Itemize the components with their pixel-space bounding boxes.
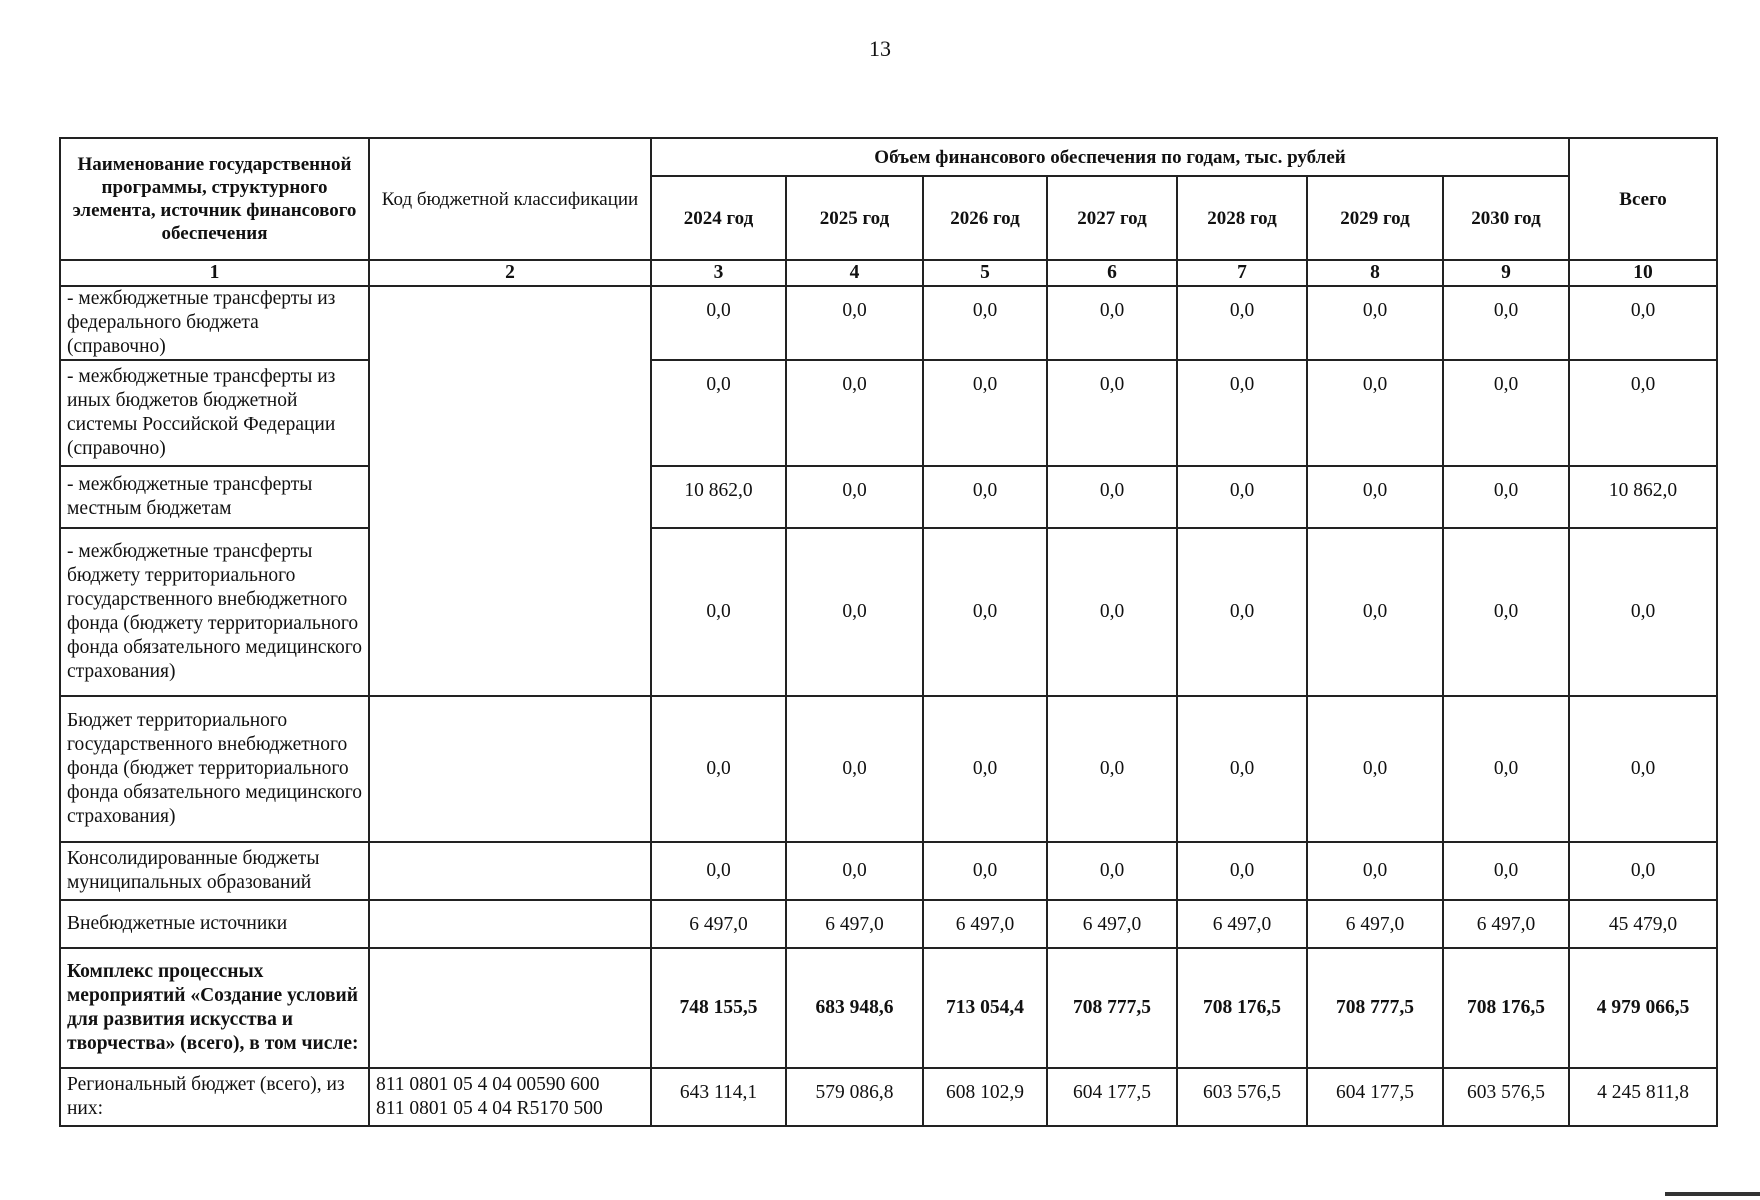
header-year: 2025 год xyxy=(786,176,923,260)
row-year-value: 643 114,1 xyxy=(651,1068,786,1126)
row-year-value: 0,0 xyxy=(1047,286,1177,360)
row-year-value: 10 862,0 xyxy=(651,466,786,528)
row-total: 45 479,0 xyxy=(1569,900,1717,948)
row-budget-code xyxy=(369,696,651,842)
row-year-value: 713 054,4 xyxy=(923,948,1047,1068)
row-year-value: 0,0 xyxy=(1443,360,1569,466)
row-year-value: 0,0 xyxy=(1307,696,1443,842)
row-year-value: 0,0 xyxy=(1177,360,1307,466)
row-year-value: 0,0 xyxy=(1307,528,1443,696)
column-number: 5 xyxy=(923,260,1047,286)
row-name: Консолидированные бюджеты муниципальных образований xyxy=(60,842,369,900)
row-year-value: 608 102,9 xyxy=(923,1068,1047,1126)
row-total: 0,0 xyxy=(1569,286,1717,360)
table-row xyxy=(60,528,1717,696)
column-number: 1 xyxy=(60,260,369,286)
table-row xyxy=(60,286,1717,360)
table-row xyxy=(60,900,1717,948)
header-name-col: Наименование государственной программы, структурного элемента, источник финансового обеспечения xyxy=(60,138,369,260)
column-number: 8 xyxy=(1307,260,1443,286)
row-budget-code xyxy=(369,360,651,466)
row-budget-code xyxy=(369,286,651,360)
column-number: 6 xyxy=(1047,260,1177,286)
row-year-value: 708 777,5 xyxy=(1047,948,1177,1068)
row-year-value: 708 176,5 xyxy=(1177,948,1307,1068)
row-year-value: 604 177,5 xyxy=(1047,1068,1177,1126)
row-total: 0,0 xyxy=(1569,528,1717,696)
column-number-row xyxy=(60,260,1717,286)
row-total: 0,0 xyxy=(1569,360,1717,466)
table-row xyxy=(60,696,1717,842)
column-number: 4 xyxy=(786,260,923,286)
row-budget-code xyxy=(369,466,651,528)
row-year-value: 0,0 xyxy=(651,286,786,360)
header-volume-group: Объем финансового обеспечения по годам, тыс. рублей xyxy=(651,138,1569,176)
row-budget-code xyxy=(369,528,651,696)
column-number: 10 xyxy=(1569,260,1717,286)
page-number: 13 xyxy=(869,36,891,61)
row-year-value: 0,0 xyxy=(1443,286,1569,360)
header-year: 2027 год xyxy=(1047,176,1177,260)
row-year-value: 6 497,0 xyxy=(1177,900,1307,948)
row-year-value: 683 948,6 xyxy=(786,948,923,1068)
row-year-value: 708 176,5 xyxy=(1443,948,1569,1068)
row-year-value: 0,0 xyxy=(1443,466,1569,528)
row-year-value: 0,0 xyxy=(1047,466,1177,528)
row-year-value: 0,0 xyxy=(786,528,923,696)
header-total-col: Всего xyxy=(1569,138,1717,260)
row-year-value: 0,0 xyxy=(1307,360,1443,466)
row-name: Бюджет территориального государственного внебюджетного фонда (бюджет территориального фонда обязательного медицинского страхования) xyxy=(60,696,369,842)
row-year-value: 0,0 xyxy=(786,842,923,900)
column-number: 9 xyxy=(1443,260,1569,286)
row-year-value: 604 177,5 xyxy=(1307,1068,1443,1126)
row-total: 0,0 xyxy=(1569,842,1717,900)
header-year: 2026 год xyxy=(923,176,1047,260)
row-name: - межбюджетные трансферты местным бюджетам xyxy=(60,466,369,528)
row-year-value: 0,0 xyxy=(1047,842,1177,900)
row-year-value: 0,0 xyxy=(1443,696,1569,842)
row-year-value: 0,0 xyxy=(923,696,1047,842)
row-year-value: 0,0 xyxy=(1177,696,1307,842)
row-year-value: 0,0 xyxy=(1177,842,1307,900)
row-year-value: 0,0 xyxy=(786,286,923,360)
row-year-value: 603 576,5 xyxy=(1177,1068,1307,1126)
row-year-value: 708 777,5 xyxy=(1307,948,1443,1068)
row-year-value: 0,0 xyxy=(923,842,1047,900)
row-year-value: 579 086,8 xyxy=(786,1068,923,1126)
row-year-value: 0,0 xyxy=(923,360,1047,466)
row-year-value: 0,0 xyxy=(651,360,786,466)
row-year-value: 0,0 xyxy=(786,360,923,466)
row-total: 10 862,0 xyxy=(1569,466,1717,528)
row-year-value: 603 576,5 xyxy=(1443,1068,1569,1126)
row-year-value: 0,0 xyxy=(1307,466,1443,528)
row-budget-code xyxy=(369,842,651,900)
row-total: 0,0 xyxy=(1569,696,1717,842)
header-year: 2024 год xyxy=(651,176,786,260)
row-name: - межбюджетные трансферты из федерального бюджета (справочно) xyxy=(60,286,369,360)
table-row xyxy=(60,1068,1717,1126)
table-row xyxy=(60,842,1717,900)
table-row xyxy=(60,466,1717,528)
row-year-value: 6 497,0 xyxy=(1443,900,1569,948)
row-year-value: 0,0 xyxy=(1177,466,1307,528)
column-number: 7 xyxy=(1177,260,1307,286)
column-number: 3 xyxy=(651,260,786,286)
row-year-value: 6 497,0 xyxy=(786,900,923,948)
row-name: - межбюджетные трансферты бюджету территориального государственного внебюджетного фонда (бюджету территориального фонда обязательного медицинского страхования) xyxy=(60,528,369,696)
financing-table xyxy=(59,137,1718,1127)
row-year-value: 6 497,0 xyxy=(923,900,1047,948)
row-year-value: 0,0 xyxy=(651,528,786,696)
header-year: 2030 год xyxy=(1443,176,1569,260)
row-name: - межбюджетные трансферты из иных бюджетов бюджетной системы Российской Федерации (справочно) xyxy=(60,360,369,466)
row-name: Региональный бюджет (всего), из них: xyxy=(60,1068,369,1126)
row-name: Внебюджетные источники xyxy=(60,900,369,948)
row-year-value: 0,0 xyxy=(1177,528,1307,696)
row-budget-code: 811 0801 05 4 04 00590 600 811 0801 05 4 04 R5170 500 xyxy=(369,1068,651,1126)
row-year-value: 0,0 xyxy=(1047,696,1177,842)
row-year-value: 0,0 xyxy=(786,696,923,842)
row-year-value: 0,0 xyxy=(923,528,1047,696)
row-year-value: 0,0 xyxy=(786,466,923,528)
header-code-col: Код бюджетной классификации xyxy=(369,138,651,260)
row-year-value: 0,0 xyxy=(1177,286,1307,360)
row-budget-code xyxy=(369,948,651,1068)
row-total: 4 979 066,5 xyxy=(1569,948,1717,1068)
page-edge-mark xyxy=(1665,1192,1760,1196)
row-year-value: 0,0 xyxy=(651,696,786,842)
column-number: 2 xyxy=(369,260,651,286)
header-year: 2029 год xyxy=(1307,176,1443,260)
table-row xyxy=(60,948,1717,1068)
row-year-value: 0,0 xyxy=(1307,842,1443,900)
row-year-value: 748 155,5 xyxy=(651,948,786,1068)
table-row xyxy=(60,360,1717,466)
row-year-value: 0,0 xyxy=(923,466,1047,528)
row-year-value: 0,0 xyxy=(1443,528,1569,696)
row-year-value: 0,0 xyxy=(651,842,786,900)
row-year-value: 0,0 xyxy=(923,286,1047,360)
row-total: 4 245 811,8 xyxy=(1569,1068,1717,1126)
row-budget-code xyxy=(369,900,651,948)
row-year-value: 6 497,0 xyxy=(1307,900,1443,948)
row-year-value: 6 497,0 xyxy=(1047,900,1177,948)
row-name: Комплекс процессных мероприятий «Создание условий для развития искусства и творчества» (всего), в том числе: xyxy=(60,948,369,1068)
row-year-value: 0,0 xyxy=(1047,360,1177,466)
row-year-value: 6 497,0 xyxy=(651,900,786,948)
header-year: 2028 год xyxy=(1177,176,1307,260)
row-year-value: 0,0 xyxy=(1307,286,1443,360)
row-year-value: 0,0 xyxy=(1443,842,1569,900)
row-year-value: 0,0 xyxy=(1047,528,1177,696)
